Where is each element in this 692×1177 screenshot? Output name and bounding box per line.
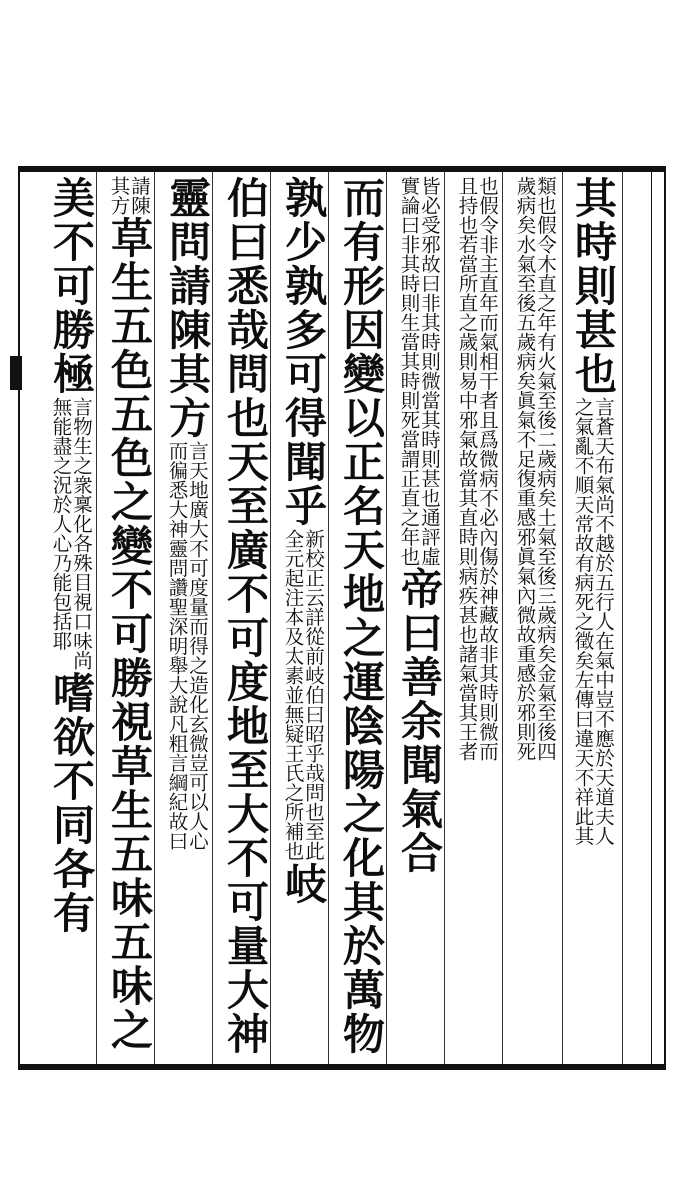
frame-inner-rule	[651, 172, 652, 1064]
text-column-5	[334, 176, 388, 1056]
commentary-text-right: 言物生之衆稟化各殊目視口味尚	[70, 397, 93, 670]
commentary-text-right: 新校正云詳從前岐伯曰昭乎哉問也至此	[302, 529, 325, 861]
column-rule	[562, 172, 563, 1064]
commentary-text-left: 且持也若當所直之歲則易中邪氣故當其直時則病疾甚也諸氣當其王者	[455, 176, 479, 761]
main-text: 岐	[279, 861, 329, 906]
commentary-text-left: 歲病矣水氣至後五歲病矣眞氣不足復重感邪眞氣內微故重感於邪則死	[513, 176, 537, 761]
commentary-pair	[457, 176, 497, 761]
text-column-1	[566, 176, 620, 1056]
main-text: 靈問請陳其方	[163, 176, 213, 440]
text-column-2	[508, 176, 562, 1056]
commentary-text-right: 言天地廣大不可度量而得之造化玄微豈可以人心	[186, 441, 209, 851]
commentary-text-right: 言蒼天布氣尚不越於五行人在氣中豈不應於天道夫人	[592, 397, 615, 846]
commentary-text-right: 皆必受邪故曰非其時則微當其時則甚也通評虛	[418, 176, 441, 566]
commentary-text-right: 類也假令木直之年有火氣至後二歲病矣土氣至後三歲病矣金氣至後四	[534, 176, 557, 761]
main-text: 帝曰善余聞氣合	[395, 567, 445, 875]
text-column-4	[392, 176, 446, 1056]
main-text: 而有形因變以正名天地之運陰陽之化其於萬物	[337, 176, 387, 1056]
main-text: 草生五色五色之變不可勝視草生五味五味之	[105, 216, 155, 1052]
commentary-pair	[573, 397, 613, 846]
commentary-pair	[167, 441, 207, 851]
text-column-3	[450, 176, 504, 1056]
commentary-text-left: 而徧悉大神靈問讚聖深明舉大說凡粗言綱紀故曰	[165, 441, 189, 851]
main-text: 孰少孰多可得聞乎	[279, 176, 329, 528]
commentary-pair	[399, 176, 439, 566]
commentary-pair	[283, 529, 323, 861]
commentary-text-left: 實論曰非其時則生當其時則死當謂正直之年也	[397, 176, 421, 566]
main-text: 嗜欲不同各有	[47, 671, 97, 935]
commentary-text-right: 請陳	[128, 176, 151, 215]
commentary-pair	[109, 176, 149, 215]
text-column-6	[276, 176, 330, 1056]
text-column-7	[218, 176, 272, 1056]
commentary-pair	[51, 397, 91, 670]
commentary-pair	[515, 176, 555, 761]
commentary-text-left: 之氣亂不順天常故有病死之徵矣左傳曰違天不祥此其	[571, 397, 595, 846]
commentary-text-left: 其方	[107, 176, 131, 215]
commentary-text-left: 無能盡之況於人心乃能包括耶	[49, 397, 73, 651]
text-column-9	[102, 176, 156, 1056]
column-rule	[622, 172, 623, 1064]
main-text: 其時則甚也	[569, 176, 619, 396]
commentary-text-right: 也假令非主直年而氣相干者且爲微病不必內傷於神藏故非其時則微而	[476, 176, 499, 761]
main-text: 美不可勝極	[47, 176, 97, 396]
commentary-text-left: 全元起注本及太素並無疑王氏之所補也	[281, 529, 305, 861]
text-column-10	[44, 176, 98, 1056]
main-text: 伯曰悉哉問也天至廣不可度地至大不可量大神	[221, 176, 271, 1056]
text-column-8	[160, 176, 214, 1056]
